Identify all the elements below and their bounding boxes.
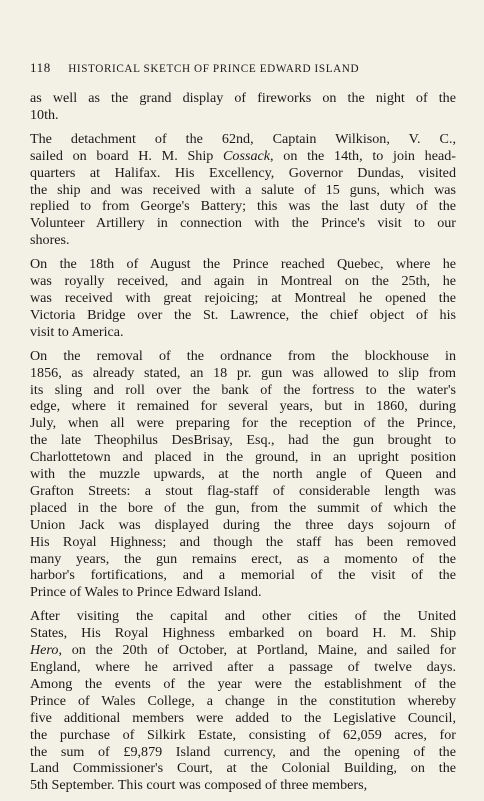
text-line: Union Jack was displayed during the three days sojourn of [30, 516, 456, 533]
text-line: was received with great rejoicing; at Montreal he opened the [30, 289, 456, 306]
text-line: England, where he arrived after a passage of twelve days. [30, 659, 456, 675]
text-line: shores. [30, 232, 70, 249]
text-line: five additional members were added to the Legislative Council, [30, 709, 456, 726]
text-line: the purchase of Silkirk Estate, consisting of 62,059 acres, for [30, 726, 456, 743]
body-text [30, 90, 456, 801]
text-line: Prince of Wales to Prince Edward Island. [30, 584, 262, 601]
text-line: its sling and roll over the bank of the fortress to the water's [30, 381, 456, 398]
text-line: was royally received, and again in Montreal on the 25th, he [30, 273, 456, 290]
text-line: Charlottetown and placed in the ground, in an upright position [30, 449, 456, 466]
text-line: edge, where it remained for several years, but in 1860, during [30, 398, 456, 415]
paragraph [30, 131, 456, 249]
paragraph [30, 90, 456, 124]
text-line: Prince of Wales College, a change in the constitution whereby [30, 692, 456, 709]
text-line: as well as the grand display of fireworks on the night of the [30, 90, 456, 106]
text-line: Among the events of the year were the establishment of the [30, 675, 456, 692]
text-line: States, His Royal Highness embarked on board H. M. Ship [30, 625, 456, 642]
running-title: HISTORICAL SKETCH OF PRINCE EDWARD ISLAND [68, 63, 360, 75]
text-line: July, when all were preparing for the reception of the Prince, [30, 415, 456, 432]
paragraph [30, 256, 456, 341]
text-line: with the muzzle upwards, at the north angle of Queen and [30, 466, 456, 483]
paragraph [30, 348, 456, 602]
text-line: The detachment of the 62nd, Captain Wilkison, V. C., [30, 130, 456, 147]
text-line: Land Commissioner's Court, at the Colonial Building, on the [30, 760, 456, 777]
text-line: 5th September. This court was composed of three members, [30, 777, 368, 794]
running-head [30, 60, 460, 78]
text-line: visit to America. [30, 323, 124, 340]
page-number: 118 [30, 60, 51, 75]
text-line: replied to from George's Battery; this was the last duty of the [30, 198, 456, 215]
text-line: On the removal of the ordnance from the blockhouse in [30, 347, 456, 364]
paragraph [30, 608, 456, 794]
text-line: the ship and was received with a salute of 15 guns, which was [30, 181, 456, 198]
text-line: Victoria Bridge over the St. Lawrence, the chief object of his [30, 306, 456, 323]
text-line: Grafton Streets: a stout flag-staff of considerable length was [30, 482, 456, 499]
text-line: 10th. [30, 106, 59, 123]
text-line: On the 18th of August the Prince reached Quebec, where he [30, 256, 456, 273]
text-line: the late Theophilus DesBrisay, Esq., had the gun brought to [30, 432, 456, 449]
text-line: many years, the gun remains erect, as a momento of the [30, 550, 456, 567]
text-line: quarters at Halifax. His Excellency, Governor Dundas, visited [30, 164, 456, 181]
text-line: Volunteer Artillery in connection with the Prince's visit to our [30, 215, 456, 232]
text-line: Hero, on the 20th of October, at Portland, Maine, and sailed for [30, 642, 456, 659]
text-line: After visiting the capital and other cities of the United [30, 608, 456, 625]
text-line: harbor's fortifications, and a memorial of the visit of the [30, 567, 456, 584]
text-line: the sum of £9,879 Island currency, and the opening of the [30, 743, 456, 760]
text-line: 1856, as already stated, an 18 pr. gun was allowed to slip from [30, 364, 456, 381]
text-line: sailed on board H. M. Ship Cossack, on the 14th, to join head- [30, 147, 456, 164]
text-line: His Royal Highness; and though the staff has been removed [30, 533, 456, 550]
text-line: placed in the bore of the gun, from the summit of which the [30, 499, 456, 516]
